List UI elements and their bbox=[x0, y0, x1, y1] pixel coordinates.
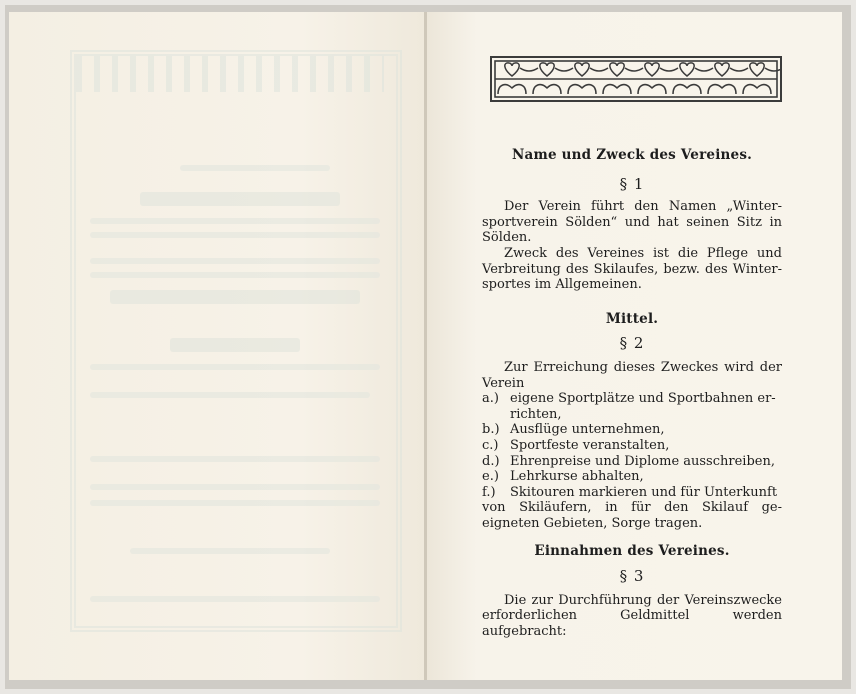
list-marker: c.) bbox=[482, 437, 499, 453]
bleed-through-line bbox=[90, 484, 380, 490]
arc-motif bbox=[555, 68, 573, 71]
heart-motif bbox=[610, 63, 624, 76]
heart-motif bbox=[575, 63, 589, 76]
heart-motif bbox=[645, 63, 659, 76]
bleed-through-line bbox=[90, 596, 380, 602]
heart-motif bbox=[750, 63, 764, 76]
list-marker: a.) bbox=[482, 391, 499, 407]
bleed-through-line bbox=[90, 364, 380, 370]
paragraph-number-1: § 1 bbox=[619, 174, 645, 193]
paragraph-2-intro: Zur Erreichung dieses Zweckes wird der Verein bbox=[482, 359, 782, 391]
section-heading-means: Mittel. bbox=[605, 310, 659, 327]
arc-motif bbox=[590, 68, 608, 71]
bleed-through-line bbox=[180, 165, 330, 171]
bleed-through-line bbox=[140, 192, 340, 206]
arc-motif bbox=[730, 68, 748, 71]
scroll-motif bbox=[533, 85, 561, 94]
list-marker: b.) bbox=[482, 422, 500, 438]
bleed-through-ornament bbox=[76, 56, 384, 92]
list-item-text: Sportfeste veranstalten, bbox=[510, 437, 670, 453]
list-marker: f.) bbox=[482, 484, 496, 500]
list-item bbox=[482, 438, 782, 454]
bleed-through-line bbox=[170, 338, 300, 352]
paragraph-3-text: Die zur Durchführung der Vereinszwecke erforderlichen Geldmittel werden aufgebracht: bbox=[482, 592, 782, 639]
list-item bbox=[482, 422, 782, 438]
arc-motif bbox=[695, 68, 713, 71]
list-item-text: Ehrenpreise und Diplome ausschreiben, bbox=[510, 453, 775, 469]
paragraph-1-text-1: Der Verein führt den Namen „Winter- sportverein Sölden“ und hat seinen Sitz in Sölden. bbox=[482, 199, 782, 246]
scroll-motif bbox=[673, 85, 701, 94]
bleed-through-line bbox=[90, 258, 380, 264]
list-item-text: Skitouren markieren und für Unterkunft bbox=[510, 484, 778, 500]
list-item bbox=[482, 469, 782, 485]
bleed-through-line bbox=[90, 232, 380, 238]
bleed-through-line bbox=[90, 500, 380, 506]
section-heading-income: Einnahmen des Vereines. bbox=[534, 543, 730, 560]
paragraph-1-text-2: Zweck des Vereines ist die Pflege und Verbreitung des Skilaufes, bezw. des Winter- sportes im Allgemeinen. bbox=[482, 245, 782, 293]
arc-motif bbox=[625, 68, 643, 71]
arc-motif bbox=[660, 68, 678, 71]
list-marker: e.) bbox=[482, 469, 499, 485]
bleed-through-line bbox=[110, 290, 360, 304]
paragraph-number-3: § 3 bbox=[619, 567, 645, 586]
heart-motif bbox=[505, 63, 519, 76]
scroll-motif bbox=[603, 85, 631, 94]
list-item-text: eigene Sportplätze und Sportbahnen er- richten, bbox=[510, 391, 776, 422]
bleed-through-line bbox=[90, 392, 370, 398]
statutes-text bbox=[482, 148, 782, 639]
list-item bbox=[482, 454, 782, 470]
bleed-through-line bbox=[90, 218, 380, 224]
heart-motif bbox=[680, 63, 694, 76]
list-item-text: Ausflüge unternehmen, bbox=[510, 422, 665, 438]
scroll-motif bbox=[708, 85, 736, 94]
heart-motif bbox=[540, 63, 554, 76]
bleed-through-line bbox=[130, 548, 330, 554]
arc-motif bbox=[520, 68, 538, 71]
bleed-through-line bbox=[90, 272, 380, 278]
scroll-motif bbox=[498, 85, 526, 94]
ornamental-border bbox=[490, 56, 782, 102]
scroll-motif bbox=[638, 85, 666, 94]
list-marker: d.) bbox=[482, 453, 500, 469]
list-continuation: von Skiläufern, in für den Skilauf ge- eigneten Gebieten, Sorge tragen. bbox=[482, 500, 782, 531]
list-item bbox=[482, 485, 782, 501]
list-item-text: Lehrkurse abhalten, bbox=[510, 469, 644, 485]
paragraph-number-2: § 2 bbox=[619, 334, 645, 353]
scroll-motif bbox=[568, 85, 596, 94]
heart-motif bbox=[715, 63, 729, 76]
means-list bbox=[482, 391, 782, 500]
bleed-through-line bbox=[90, 456, 380, 462]
list-item bbox=[482, 391, 782, 422]
section-heading-name: Name und Zweck des Vereines. bbox=[511, 147, 753, 163]
heart-scroll-ornament-icon bbox=[492, 58, 780, 100]
scroll-motif bbox=[743, 85, 771, 94]
